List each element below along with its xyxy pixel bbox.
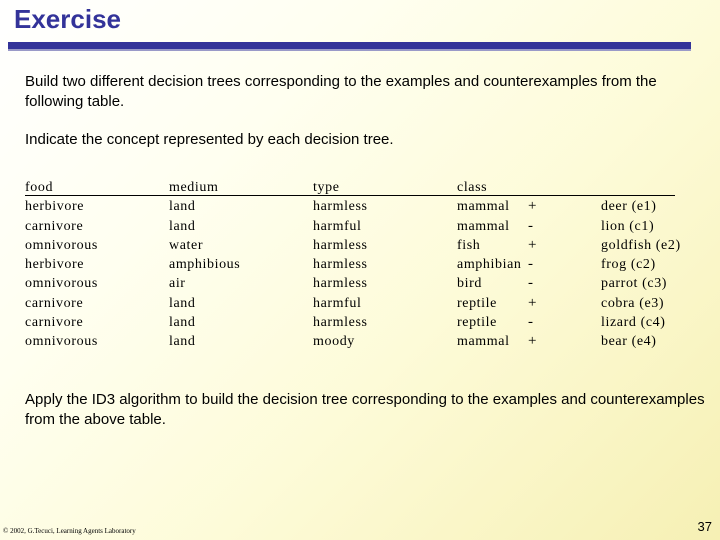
type-cell: harmless xyxy=(313,276,368,292)
example-cell: lizard (c4) xyxy=(601,315,666,331)
example-cell: goldfish (e2) xyxy=(601,237,681,253)
sign-cell: - xyxy=(528,256,533,273)
medium-cell: land xyxy=(169,218,196,234)
class-cell: bird xyxy=(457,276,482,292)
type-cell: harmless xyxy=(313,237,368,253)
medium-column xyxy=(169,178,240,352)
type-cell: harmful xyxy=(313,295,362,311)
medium-cell: land xyxy=(169,295,196,311)
sign-header-spacer xyxy=(528,178,536,197)
medium-cell: amphibious xyxy=(169,257,241,273)
slide-title: Exercise xyxy=(14,4,121,34)
medium-header: medium xyxy=(169,180,219,195)
example-cell: cobra (e3) xyxy=(601,295,665,311)
class-cell: reptile xyxy=(457,315,497,331)
sign-cell: + xyxy=(528,236,537,253)
example-cell: parrot (c3) xyxy=(601,276,668,292)
title-underline xyxy=(8,42,691,49)
class-cell: reptile xyxy=(457,295,497,311)
class-cell: amphibian xyxy=(457,257,522,273)
sign-cell: - xyxy=(528,217,533,234)
food-header: food xyxy=(25,180,54,195)
medium-cell: land xyxy=(169,199,196,215)
example-cell: lion (c1) xyxy=(601,218,655,234)
footer-copyright: © 2002, G.Tecuci, Learning Agents Laboratory xyxy=(3,527,136,535)
instruction-text: Indicate the concept represented by each decision tree. xyxy=(25,131,394,148)
class-cell: mammal xyxy=(457,218,510,234)
sign-cell: + xyxy=(528,198,537,215)
food-cell: omnivorous xyxy=(25,237,98,253)
type-cell: moody xyxy=(313,334,355,350)
closing-text: Apply the ID3 algorithm to build the decision tree corresponding to the examples and counterexamples from the above table. xyxy=(25,391,705,428)
example-column xyxy=(601,178,681,352)
class-column xyxy=(457,178,522,352)
type-cell: harmful xyxy=(313,218,362,234)
food-cell: omnivorous xyxy=(25,334,98,350)
page-number: 37 xyxy=(697,519,712,534)
food-column xyxy=(25,178,98,352)
food-cell: omnivorous xyxy=(25,276,98,292)
medium-cell: air xyxy=(169,276,186,292)
type-header: type xyxy=(313,180,340,195)
class-header: class xyxy=(457,180,488,195)
food-cell: carnivore xyxy=(25,218,84,234)
medium-cell: water xyxy=(169,237,204,253)
intro-text: Build two different decision trees corresponding to the examples and counterexamples from the following table. xyxy=(25,73,657,110)
type-cell: harmless xyxy=(313,315,368,331)
food-cell: carnivore xyxy=(25,295,84,311)
type-cell: harmless xyxy=(313,257,368,273)
food-cell: herbivore xyxy=(25,199,85,215)
class-cell: mammal xyxy=(457,334,510,350)
sign-cell: + xyxy=(528,294,537,311)
type-cell: harmless xyxy=(313,199,368,215)
example-cell: deer (e1) xyxy=(601,199,657,215)
sign-cell: - xyxy=(528,275,533,292)
sign-column xyxy=(528,178,536,352)
example-header-spacer xyxy=(601,178,681,197)
class-cell: fish xyxy=(457,237,481,253)
medium-cell: land xyxy=(169,334,196,350)
sign-cell: + xyxy=(528,333,537,350)
food-cell: carnivore xyxy=(25,315,84,331)
type-column xyxy=(313,178,368,352)
example-cell: bear (e4) xyxy=(601,334,657,350)
class-cell: mammal xyxy=(457,199,510,215)
example-cell: frog (c2) xyxy=(601,257,656,273)
sign-cell: - xyxy=(528,314,533,331)
medium-cell: land xyxy=(169,315,196,331)
food-cell: herbivore xyxy=(25,257,85,273)
